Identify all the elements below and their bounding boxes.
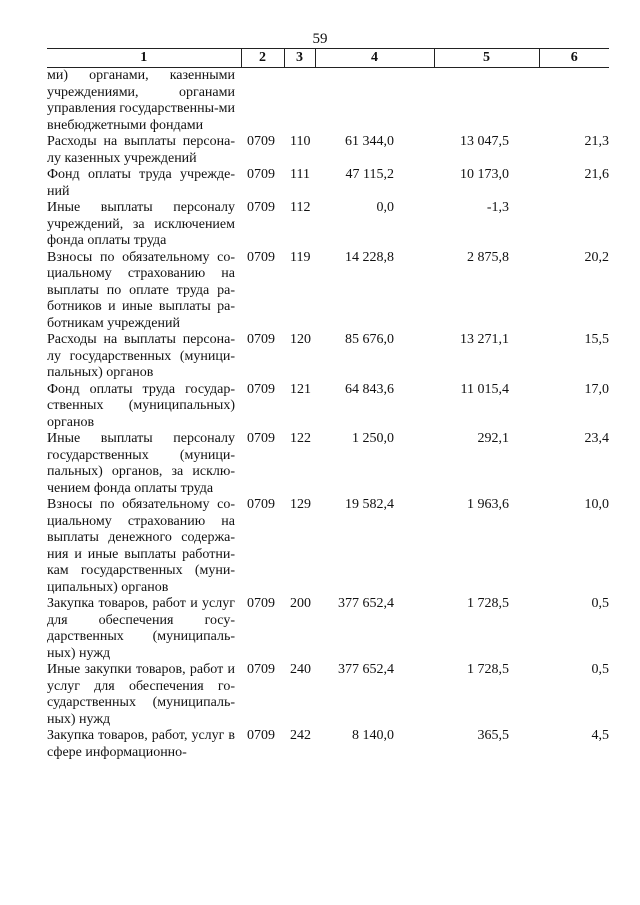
row-percent: 21,6: [584, 167, 609, 182]
table-row: [47, 662, 609, 728]
row-section-code: [241, 68, 284, 135]
row-expense-type: 110: [290, 134, 311, 149]
row-section-code: 0709: [247, 249, 275, 265]
table-row: [47, 382, 609, 432]
table-row: [47, 497, 609, 596]
row-percent: 23,4: [584, 431, 609, 446]
row-name: Фонд оплаты труда учрежде-ний: [47, 167, 235, 199]
header-col-4: 4: [315, 49, 434, 68]
row-actual-amount: 13 047,5: [460, 134, 509, 149]
table-row: [47, 728, 609, 761]
row-name: Иные закупки товаров, работ и услуг для обеспечения го-сударственных (муниципаль-ных) нужд: [47, 662, 235, 727]
row-expense-type: 112: [290, 200, 311, 215]
row-plan-amount: 64 843,6: [345, 381, 394, 397]
row-actual-amount: 13 271,1: [460, 332, 509, 347]
row-section-code: 0709: [247, 167, 275, 182]
row-expense-type: 240: [290, 662, 311, 677]
header-col-1: 1: [47, 49, 241, 68]
row-actual-amount: 2 875,8: [467, 249, 509, 265]
row-percent: 10,0: [584, 497, 609, 512]
row-name: Расходы на выплаты персона-лу государственных (муници-пальных) органов: [47, 332, 235, 380]
row-percent: 15,5: [584, 332, 609, 347]
table-row: [47, 68, 609, 135]
row-actual-amount: 292,1: [477, 431, 509, 446]
row-name: Фонд оплаты труда государ-ственных (муниципальных) органов: [47, 381, 235, 430]
row-plan-amount: 377 652,4: [338, 596, 394, 611]
table-row: [47, 167, 609, 200]
row-name: Взносы по обязательному со-циальному страхованию на выплаты по оплате труда ра-ботников и иные выплаты ра-ботникам учреждений: [47, 249, 235, 331]
header-col-6: 6: [539, 49, 609, 68]
row-actual-amount: 1 728,5: [467, 662, 509, 677]
table-row: [47, 134, 609, 167]
row-section-code: 0709: [247, 728, 275, 743]
row-name: Иные выплаты персоналу учреждений, за исключением фонда оплаты труда: [47, 200, 235, 248]
row-section-code: 0709: [247, 381, 275, 397]
row-section-code: 0709: [247, 200, 275, 215]
row-section-code: 0709: [247, 662, 275, 677]
row-expense-type: 119: [290, 249, 311, 265]
row-plan-amount: 14 228,8: [345, 249, 394, 265]
row-name: Расходы на выплаты персона-лу казенных учреждений: [47, 134, 235, 166]
row-plan-amount: 377 652,4: [338, 662, 394, 677]
row-actual-amount: -1,3: [486, 200, 509, 215]
row-expense-type: 120: [290, 332, 311, 347]
header-col-2: 2: [241, 49, 284, 68]
row-actual-amount: 1 728,5: [467, 596, 509, 611]
row-section-code: 0709: [247, 497, 275, 512]
row-actual-amount: 1 963,6: [467, 497, 509, 512]
row-actual-amount: 11 015,4: [460, 381, 509, 397]
row-percent: [539, 200, 609, 250]
table-row: [47, 250, 609, 333]
header-row: [47, 49, 609, 68]
row-percent: [539, 68, 609, 135]
table-header: [47, 49, 609, 68]
row-expense-type: 129: [290, 497, 311, 512]
table-row: [47, 332, 609, 382]
table-row: [47, 200, 609, 250]
row-percent: 20,2: [584, 249, 609, 265]
row-percent: 0,5: [591, 596, 609, 611]
row-plan-amount: 8 140,0: [352, 728, 394, 743]
row-plan-amount: 1 250,0: [352, 431, 394, 446]
row-actual-amount: 10 173,0: [460, 167, 509, 182]
row-name: Взносы по обязательному со-циальному страхованию на выплаты денежного содержа-ния и иные выплаты работни-кам государственных (муни-ципальных) органов: [47, 497, 235, 595]
row-plan-amount: 47 115,2: [345, 167, 394, 182]
row-name: Иные выплаты персоналу государственных (муници-пальных) органов, за исклю-чением фонда оплаты труда: [47, 431, 235, 496]
row-section-code: 0709: [247, 431, 275, 446]
header-col-5: 5: [434, 49, 539, 68]
row-expense-type: [284, 68, 315, 135]
page-number: 59: [312, 31, 328, 47]
row-name: Закупка товаров, работ, услуг в сфере информационно-: [47, 728, 235, 760]
row-percent: 17,0: [584, 381, 609, 397]
row-expense-type: 111: [290, 167, 310, 182]
row-expense-type: 200: [290, 596, 311, 611]
row-percent: 21,3: [584, 134, 609, 149]
row-plan-amount: 19 582,4: [345, 497, 394, 512]
row-expense-type: 242: [290, 728, 311, 743]
row-percent: 0,5: [591, 662, 609, 677]
row-section-code: 0709: [247, 332, 275, 347]
row-expense-type: 121: [290, 381, 311, 397]
table-row: [47, 596, 609, 662]
table-row: [47, 431, 609, 497]
row-plan-amount: 61 344,0: [345, 134, 394, 149]
row-percent: 4,5: [591, 728, 609, 743]
row-plan-amount: 85 676,0: [345, 332, 394, 347]
row-name: ми) органами, казенными учреждениями, органами управления государственны-ми внебюджетными фондами: [47, 68, 235, 133]
row-actual-amount: [434, 68, 539, 135]
row-actual-amount: 365,5: [477, 728, 509, 743]
row-plan-amount: 0,0: [376, 200, 394, 215]
row-name: Закупка товаров, работ и услуг для обеспечения госу-дарственных (муниципаль-ных) нужд: [47, 596, 235, 661]
row-plan-amount: [315, 68, 434, 135]
budget-table: [47, 48, 609, 761]
table-body: [47, 68, 609, 762]
row-section-code: 0709: [247, 134, 275, 149]
row-section-code: 0709: [247, 596, 275, 611]
header-col-3: 3: [284, 49, 315, 68]
row-expense-type: 122: [290, 431, 311, 446]
